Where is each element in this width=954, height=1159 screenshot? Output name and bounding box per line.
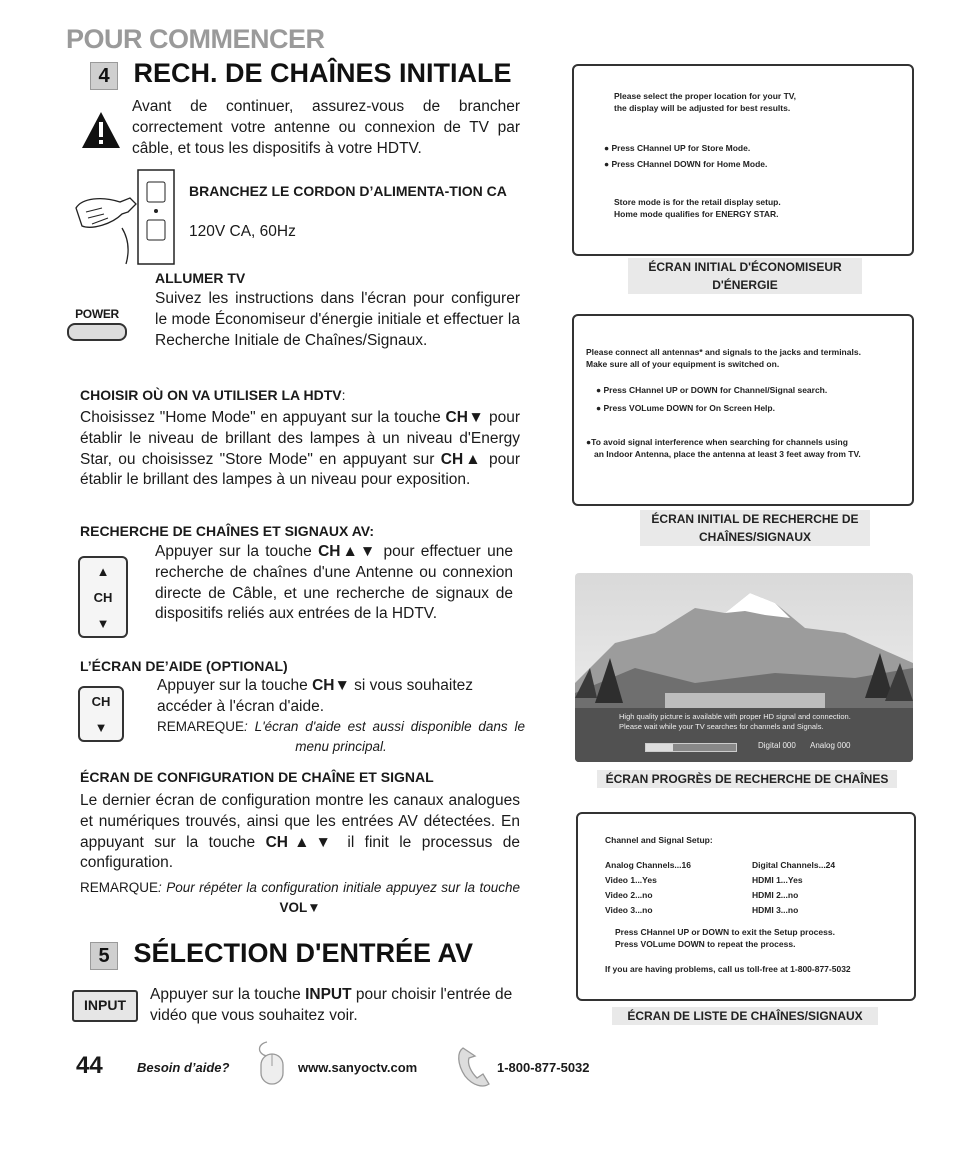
config-screen-text: Le dernier écran de configuration montre les canaux analogues et numériques trouvés, ainsi que les entrées AV détectées. En appuyant sur la touche CH▲▼ il finit le processus de configuration.	[80, 792, 520, 872]
config-screen-title: ÉCRAN DE CONFIGURATION DE CHAÎNE ET SIGNAL	[80, 769, 434, 785]
channel-search-screen: Please connect all antennas* and signals to the jacks and terminals. Make sure all of your equipment is switched on. ● Press CHannel UP or DOWN for Channel/Signal search. ● Press VOLume DOWN for On Screen Help. ●To avoid signal interference when searching for channels using an Indoor Antenna, place the antenna at least 3 feet away from TV.	[572, 314, 914, 506]
progress-screen-caption: ÉCRAN PROGRÈS DE RECHERCHE DE CHAÎNES	[597, 770, 897, 788]
page-header: POUR COMMENCER	[66, 24, 325, 54]
mountain-landscape-image	[575, 573, 913, 762]
triangle-up-icon: ▲	[96, 563, 110, 579]
help-screen-note: REMAREQUE: L'écran d'aide est aussi disponible dans le menu principal.	[157, 719, 525, 754]
help-screen-title: L’ÉCRAN DE’AIDE (OPTIONAL)	[80, 658, 288, 674]
section-5-heading	[90, 938, 473, 970]
progress-screen: High quality picture is available with proper HD signal and connection. Please wait while your TV searches for channels and Signals. Digital 000 Analog 000	[575, 573, 913, 762]
progress-bar	[645, 743, 737, 752]
help-screen-text: Appuyer sur la touche CH▼ si vous souhaitez accéder à l'écran d'aide.	[157, 677, 474, 715]
power-button	[67, 307, 127, 341]
channel-list-screen: Channel and Signal Setup: Analog Channels...16 Video 1...Yes Video 2...no Video 3...no Digital Channels...24 HDMI 1...Yes HDMI 2...no HDMI 3...no Press CHannel UP or DOWN to exit the Setup process. Press VOLume DOWN to repeat the process. If you are having problems, call us toll-free at 1-800-877-5032	[576, 812, 916, 1001]
digital-count: Digital 000	[758, 741, 796, 750]
section-4-heading	[90, 58, 512, 90]
channel-search-title: RECHERCHE DE CHAÎNES ET SIGNAUX AV:	[80, 523, 375, 539]
website-link[interactable]: www.sanyoctv.com	[298, 1060, 418, 1075]
ch-down-key	[78, 686, 124, 742]
triangle-down-icon: ▼	[96, 615, 110, 631]
warning-icon	[80, 110, 122, 155]
channel-search-text: Appuyer sur la touche CH▲▼ pour effectuer une recherche de chaînes d'une Antenne ou connexion directe de Câble, et une recherche de signaux de dispositifs reliés aux entrées de la HDTV.	[155, 543, 514, 623]
choose-location-title: CHOISIR OÙ ON VA UTILISER LA HDTV:	[80, 387, 346, 403]
ch-key-label: CH	[93, 589, 113, 605]
choose-location-text: Choisissez "Home Mode" en appuyant sur la touche CH▼ pour établir le niveau de brillant des lampes à un niveau d'Energy Star, ou choisissez "Store Mode" en appuyant sur CH▲ pour établir le brillant des lampes à un niveau pour exposition.	[80, 409, 520, 489]
section-title: SÉLECTION D'ENTRÉE AV	[133, 938, 473, 968]
triangle-down-icon: ▼	[94, 719, 108, 735]
analog-count: Analog 000	[810, 741, 851, 750]
progress-bar-fill	[646, 744, 673, 751]
page-number: 44	[76, 1052, 103, 1079]
section-number: 5	[90, 942, 118, 970]
search-screen-caption: ÉCRAN INITIAL DE RECHERCHE DE CHAÎNES/SIGNAUX	[640, 510, 870, 546]
power-on-text: Suivez les instructions dans l'écran pour configurer le mode Économiseur d'énergie initiale et effectuer la Recherche Initiale de Chaînes/Signaux.	[155, 290, 520, 349]
phone-number: 1-800-877-5032	[497, 1060, 590, 1075]
warning-text: Avant de continuer, assurez-vous de brancher correctement votre antenne ou connexion de TV par câble, et tous les dispositifs à votre HDTV.	[132, 98, 520, 157]
power-on-title: ALLUMER TV	[155, 270, 246, 286]
section-number: 4	[90, 62, 118, 90]
power-outlet-icon	[72, 168, 182, 273]
power-button-label: POWER	[75, 307, 119, 321]
list-left-column: Analog Channels...16 Video 1...Yes Video 2...no Video 3...no	[605, 860, 691, 915]
ch-up-down-key	[78, 556, 128, 638]
section-title: RECH. DE CHAÎNES INITIALE	[133, 58, 512, 88]
list-screen-caption: ÉCRAN DE LISTE DE CHAÎNES/SIGNAUX	[612, 1007, 878, 1025]
power-cord-title: BRANCHEZ LE CORDON D’ALIMENTA-TION CA	[189, 183, 507, 199]
mouse-icon	[247, 1040, 293, 1091]
help-text: Besoin d’aide?	[137, 1060, 230, 1075]
input-text: Appuyer sur la touche INPUT pour choisir l'entrée de vidéo que vous souhaitez voir.	[150, 986, 513, 1024]
energy-saver-screen: Please select the proper location for your TV, the display will be adjusted for best results. ● Press CHannel UP for Store Mode. ● Press CHannel DOWN for Home Mode. Store mode is for the retail display setup. Home mode qualifies for ENERGY STAR.	[572, 64, 914, 256]
power-cord-spec: 120V CA, 60Hz	[189, 223, 296, 240]
input-button: INPUT	[72, 990, 138, 1022]
config-screen-note: REMARQUE: Pour répéter la configuration initiale appuyez sur la touche VOL▼	[80, 880, 520, 915]
ch-key-label: CH	[91, 693, 111, 709]
energy-screen-caption: ÉCRAN INITIAL D'ÉCONOMISEUR D'ÉNERGIE	[628, 258, 862, 294]
list-right-column: Digital Channels...24 HDMI 1...Yes HDMI 2...no HDMI 3...no	[752, 860, 836, 915]
phone-icon	[455, 1044, 495, 1093]
